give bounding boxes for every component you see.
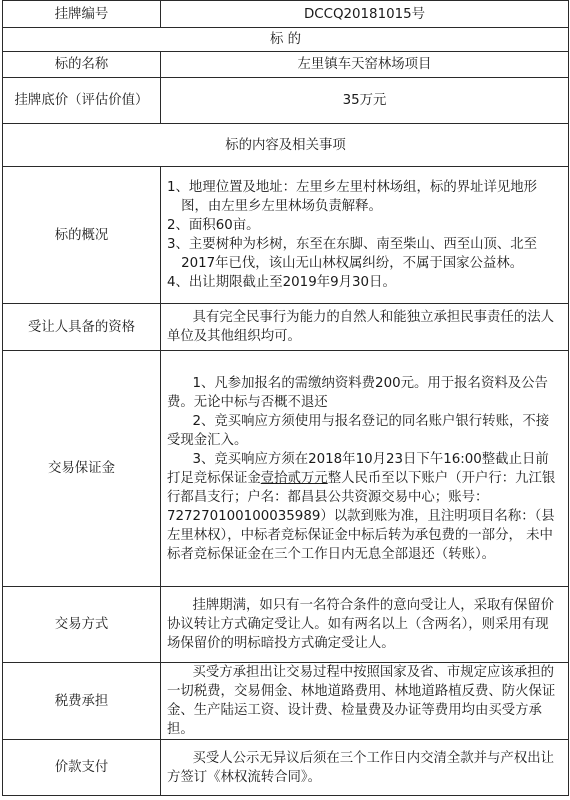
row-subject-name — [3, 52, 569, 78]
contents-header: 标的内容及相关事项 — [3, 124, 569, 167]
method-body — [161, 587, 569, 663]
qualification-body — [161, 304, 569, 351]
tax-label: 税费承担 — [3, 663, 161, 740]
overview-item: 1、地理位置及地址：左里乡左里村林场组，标的界址详见地形图，由左里乡左里林场负责解释。 — [167, 180, 538, 214]
method-label: 交易方式 — [3, 587, 161, 663]
payment-body — [161, 740, 569, 796]
row-contents-header — [3, 124, 569, 167]
subject-header: 标 的 — [3, 28, 569, 52]
listing-number-value: DCCQ20181015号 — [161, 1, 569, 28]
method-text: 挂牌期满，如只有一名符合条件的意向受让人，采取有保留价协议转让方式确定受让人。如有两名以上（含两名），则采用有现场保留价的明标暗投方式确定受让人。 — [167, 598, 554, 651]
reserve-price-label: 挂牌底价（评估价值） — [3, 78, 161, 124]
row-qualification — [3, 304, 569, 351]
reserve-price-value: 35万元 — [161, 78, 569, 124]
overview-label: 标的概况 — [3, 167, 161, 304]
row-overview — [3, 167, 569, 304]
overview-body — [161, 167, 569, 304]
subject-name-label: 标的名称 — [3, 52, 161, 78]
deposit-p3-before: 3、竞买响应方须在2018年10月23日下午16:00整截止日前打足竞标保证金 — [167, 451, 549, 486]
row-method — [3, 587, 569, 663]
subject-name-value: 左里镇车天窑林场项目 — [161, 52, 569, 78]
deposit-amount-underlined: 壹拾贰万元 — [260, 470, 328, 486]
deposit-paragraph-2: 2、竞买响应方须使用与报名登记的同名账户银行转账，不接受现金汇入。 — [167, 413, 550, 448]
overview-item: 2、面积60亩。 — [167, 218, 260, 233]
row-listing-number — [3, 1, 569, 28]
deposit-paragraph-3 — [167, 450, 562, 564]
listing-number-label: 挂牌编号 — [3, 1, 161, 28]
overview-item: 3、主要树种为杉树，东至在东脚、南至柴山、西至山顶、北至2017年已伐，该山无山林权属纠纷，不属于国家公益林。 — [167, 237, 538, 271]
listing-table — [2, 0, 569, 796]
row-tax — [3, 663, 569, 740]
payment-label: 价款支付 — [3, 740, 161, 796]
row-payment — [3, 740, 569, 796]
deposit-body — [161, 351, 569, 587]
overview-item: 4、出让期限截止至2019年9月30日。 — [167, 275, 396, 290]
row-deposit — [3, 351, 569, 587]
qualification-text: 具有完全民事行为能力的自然人和能独立承担民事责任的法人单位及其他组织均可。 — [167, 310, 554, 344]
deposit-paragraph-1: 1、凡参加报名的需缴纳资料费200元。用于报名资料及公告费。无论中标与否概不退还 — [167, 375, 548, 410]
deposit-label: 交易保证金 — [3, 351, 161, 587]
row-reserve-price — [3, 78, 569, 124]
qualification-label: 受让人具备的资格 — [3, 304, 161, 351]
row-subject-header — [3, 28, 569, 52]
tax-text: 买受方承担出让交易过程中按照国家及省、市规定应该承担的一切税费，交易佣金、林地道路费用、林地道路植反费、防火保证金、生产陆运工资、设计费、检量费及办证等费用均由买受方承担。 — [167, 665, 556, 737]
deposit-p3-after: 整人民币至以下账户（开户行：九江银行都昌支行；户名：都昌县公共资源交易中心；账号：727270100100035989）以款到账为准，且注明项目名称：（县左里林权），中标者竞标保证金中标后转为承包费的一部分， 未中标者竞标保证金在三个工作日内无息全部退还（转账）。 — [167, 470, 556, 562]
tax-body — [161, 663, 569, 740]
payment-text: 买受人公示无异议后须在三个工作日内交清全款并与产权出让方签订《林权流转合同》。 — [167, 750, 554, 785]
